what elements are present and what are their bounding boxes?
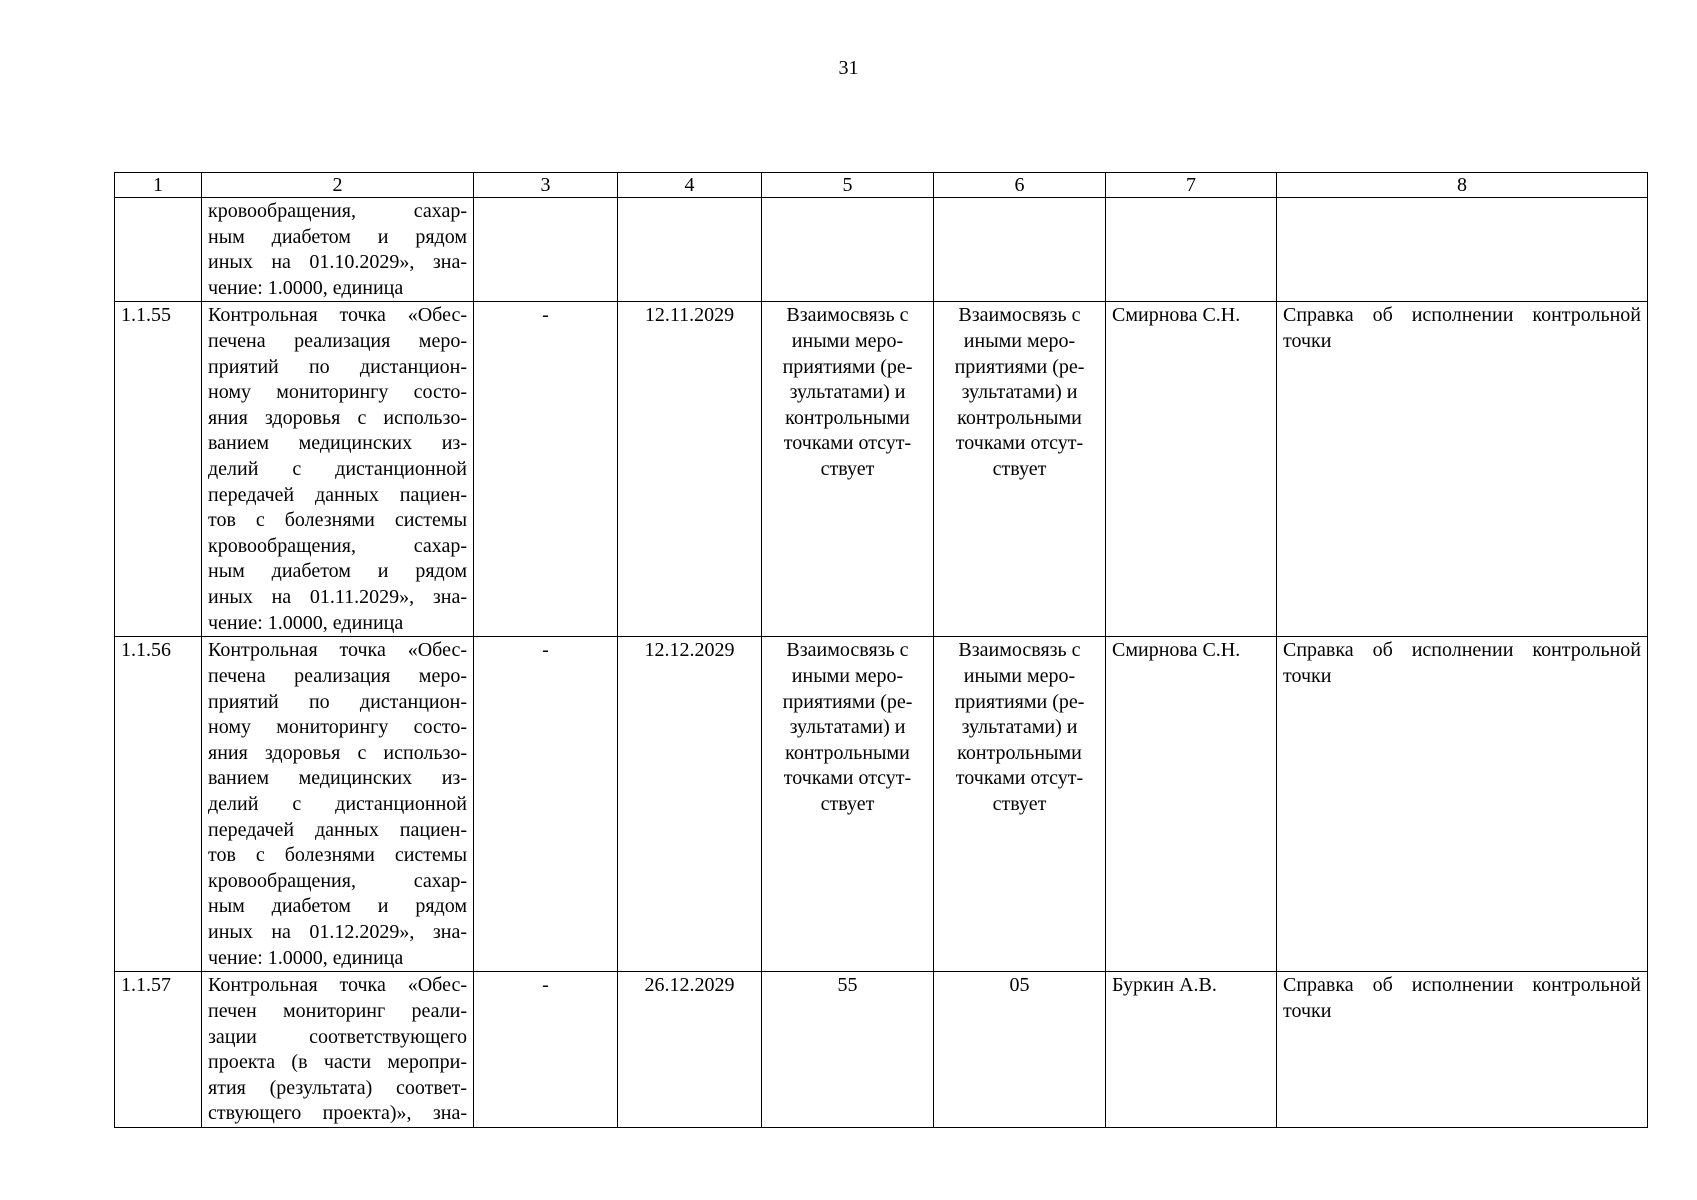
- page-number: 31: [838, 57, 859, 79]
- relation-line: точками отсут-: [783, 767, 912, 790]
- description-line: ствующего проекта)», зна-: [208, 1102, 467, 1125]
- description-cell: [202, 637, 474, 972]
- relation-line: приятиями (ре-: [782, 355, 913, 378]
- description-line: приятий по дистанцион-: [208, 355, 467, 378]
- relation-line: зультатами) и: [789, 716, 906, 739]
- description-line: Контрольная точка «Обес-: [208, 304, 467, 327]
- description-line: иных на 01.10.2029», зна-: [208, 251, 467, 274]
- relation-line: 55: [837, 974, 858, 997]
- relation-line: приятиями (ре-: [954, 690, 1085, 713]
- table-header-row: [115, 173, 1648, 198]
- relation-line: Взаимосвязь с: [786, 304, 909, 327]
- relation-line: иными меро-: [963, 664, 1076, 687]
- description-line: ному мониторингу состо-: [208, 716, 467, 739]
- row-number-cell: 1.1.55: [115, 302, 202, 637]
- description-line: кровообращения, сахар-: [208, 200, 467, 222]
- column-header: 1: [115, 173, 202, 198]
- description-line: ным диабетом и рядом: [208, 225, 467, 248]
- responsible-cell: Смирнова С.Н.: [1106, 302, 1277, 637]
- description-line: яния здоровья с использо-: [208, 741, 467, 764]
- empty-cell: [1277, 198, 1648, 302]
- relation-line: ствует: [820, 792, 875, 815]
- relation-line: точками отсут-: [955, 767, 1084, 790]
- column-header: 6: [934, 173, 1106, 198]
- description-line: иных на 01.12.2029», зна-: [208, 920, 467, 943]
- description-line: чение: 1.0000, единица: [208, 611, 404, 634]
- description-line: проекта (в части меропри-: [208, 1051, 467, 1074]
- relation-line: Взаимосвязь с: [786, 639, 909, 662]
- description-cell: [202, 198, 474, 302]
- description-line: приятий по дистанцион-: [208, 690, 467, 713]
- date-cell: 26.12.2029: [618, 972, 762, 1128]
- relation-line: ствует: [992, 457, 1047, 480]
- column-header: 7: [1106, 173, 1277, 198]
- document-cell: [1277, 972, 1648, 1128]
- relation-line: ствует: [820, 457, 875, 480]
- empty-cell: [618, 198, 762, 302]
- relation-line: 05: [1009, 974, 1030, 997]
- relation-cell: [934, 302, 1106, 637]
- relation-cell: [762, 637, 934, 972]
- description-line: передачей данных пациен-: [208, 818, 467, 841]
- row-number-cell: [115, 198, 202, 302]
- col3-cell: -: [474, 637, 618, 972]
- empty-cell: [1106, 198, 1277, 302]
- description-line: тов с болезнями системы: [208, 844, 467, 867]
- empty-cell: [934, 198, 1106, 302]
- relation-line: зультатами) и: [789, 381, 906, 404]
- relation-line: ствует: [992, 792, 1047, 815]
- relation-line: контрольными: [785, 406, 910, 429]
- column-header: 2: [202, 173, 474, 198]
- document-line: Справка об исполнении контрольной: [1283, 974, 1641, 997]
- column-header: 3: [474, 173, 618, 198]
- relation-line: иными меро-: [791, 329, 904, 352]
- description-line: ятия (результата) соответ-: [208, 1076, 467, 1099]
- description-line: печен мониторинг реали-: [208, 999, 467, 1022]
- description-line: Контрольная точка «Обес-: [208, 639, 467, 662]
- description-line: печена реализация меро-: [208, 664, 467, 687]
- description-line: иных на 01.11.2029», зна-: [208, 585, 467, 608]
- relation-line: зультатами) и: [961, 716, 1078, 739]
- description-line: печена реализация меро-: [208, 329, 467, 352]
- description-line: ным диабетом и рядом: [208, 895, 467, 918]
- description-line: чение: 1.0000, единица: [208, 276, 404, 299]
- col3-cell: -: [474, 302, 618, 637]
- description-line: Контрольная точка «Обес-: [208, 974, 467, 997]
- relation-cell: [762, 302, 934, 637]
- empty-cell: [474, 198, 618, 302]
- row-number-cell: 1.1.56: [115, 637, 202, 972]
- description-line: ному мониторингу состо-: [208, 381, 467, 404]
- relation-line: иными меро-: [963, 329, 1076, 352]
- description-line: делий с дистанционной: [208, 457, 467, 480]
- relation-line: иными меро-: [791, 664, 904, 687]
- description-line: яния здоровья с использо-: [208, 406, 467, 429]
- relation-line: точками отсут-: [955, 432, 1084, 455]
- relation-cell: [934, 972, 1106, 1128]
- document-cell: [1277, 637, 1648, 972]
- table-row: [115, 302, 1648, 637]
- relation-line: контрольными: [785, 741, 910, 764]
- date-cell: 12.12.2029: [618, 637, 762, 972]
- description-line: чение: 1.0000, единица: [208, 946, 404, 969]
- document-line: Справка об исполнении контрольной: [1283, 304, 1641, 327]
- relation-line: точками отсут-: [783, 432, 912, 455]
- document-cell: [1277, 302, 1648, 637]
- description-line: ванием медицинских из-: [208, 432, 467, 455]
- document-line: точки: [1283, 664, 1332, 687]
- relation-line: приятиями (ре-: [954, 355, 1085, 378]
- description-line: ванием медицинских из-: [208, 767, 467, 790]
- column-header: 8: [1277, 173, 1648, 198]
- description-cell: [202, 302, 474, 637]
- description-line: передачей данных пациен-: [208, 483, 467, 506]
- description-line: тов с болезнями системы: [208, 509, 467, 532]
- col3-cell: -: [474, 972, 618, 1128]
- empty-cell: [762, 198, 934, 302]
- description-line: делий с дистанционной: [208, 792, 467, 815]
- responsible-cell: Смирнова С.Н.: [1106, 637, 1277, 972]
- control-points-table: [114, 172, 1648, 1128]
- relation-line: контрольными: [957, 741, 1082, 764]
- row-number-cell: 1.1.57: [115, 972, 202, 1128]
- relation-line: приятиями (ре-: [782, 690, 913, 713]
- document-line: точки: [1283, 329, 1332, 352]
- description-line: кровообращения, сахар-: [208, 869, 467, 892]
- relation-line: Взаимосвязь с: [958, 639, 1081, 662]
- relation-line: зультатами) и: [961, 381, 1078, 404]
- description-line: зации соответствующего: [208, 1025, 467, 1048]
- responsible-cell: Буркин А.В.: [1106, 972, 1277, 1128]
- relation-cell: [934, 637, 1106, 972]
- table-row: [115, 637, 1648, 972]
- relation-line: контрольными: [957, 406, 1082, 429]
- date-cell: 12.11.2029: [618, 302, 762, 637]
- relation-cell: [762, 972, 934, 1128]
- column-header: 5: [762, 173, 934, 198]
- relation-line: Взаимосвязь с: [958, 304, 1081, 327]
- column-header: 4: [618, 173, 762, 198]
- table-row: [115, 972, 1648, 1128]
- description-line: кровообращения, сахар-: [208, 534, 467, 557]
- table-row-continuation: [115, 198, 1648, 302]
- document-line: Справка об исполнении контрольной: [1283, 639, 1641, 662]
- description-line: ным диабетом и рядом: [208, 560, 467, 583]
- description-cell: [202, 972, 474, 1128]
- document-line: точки: [1283, 999, 1332, 1022]
